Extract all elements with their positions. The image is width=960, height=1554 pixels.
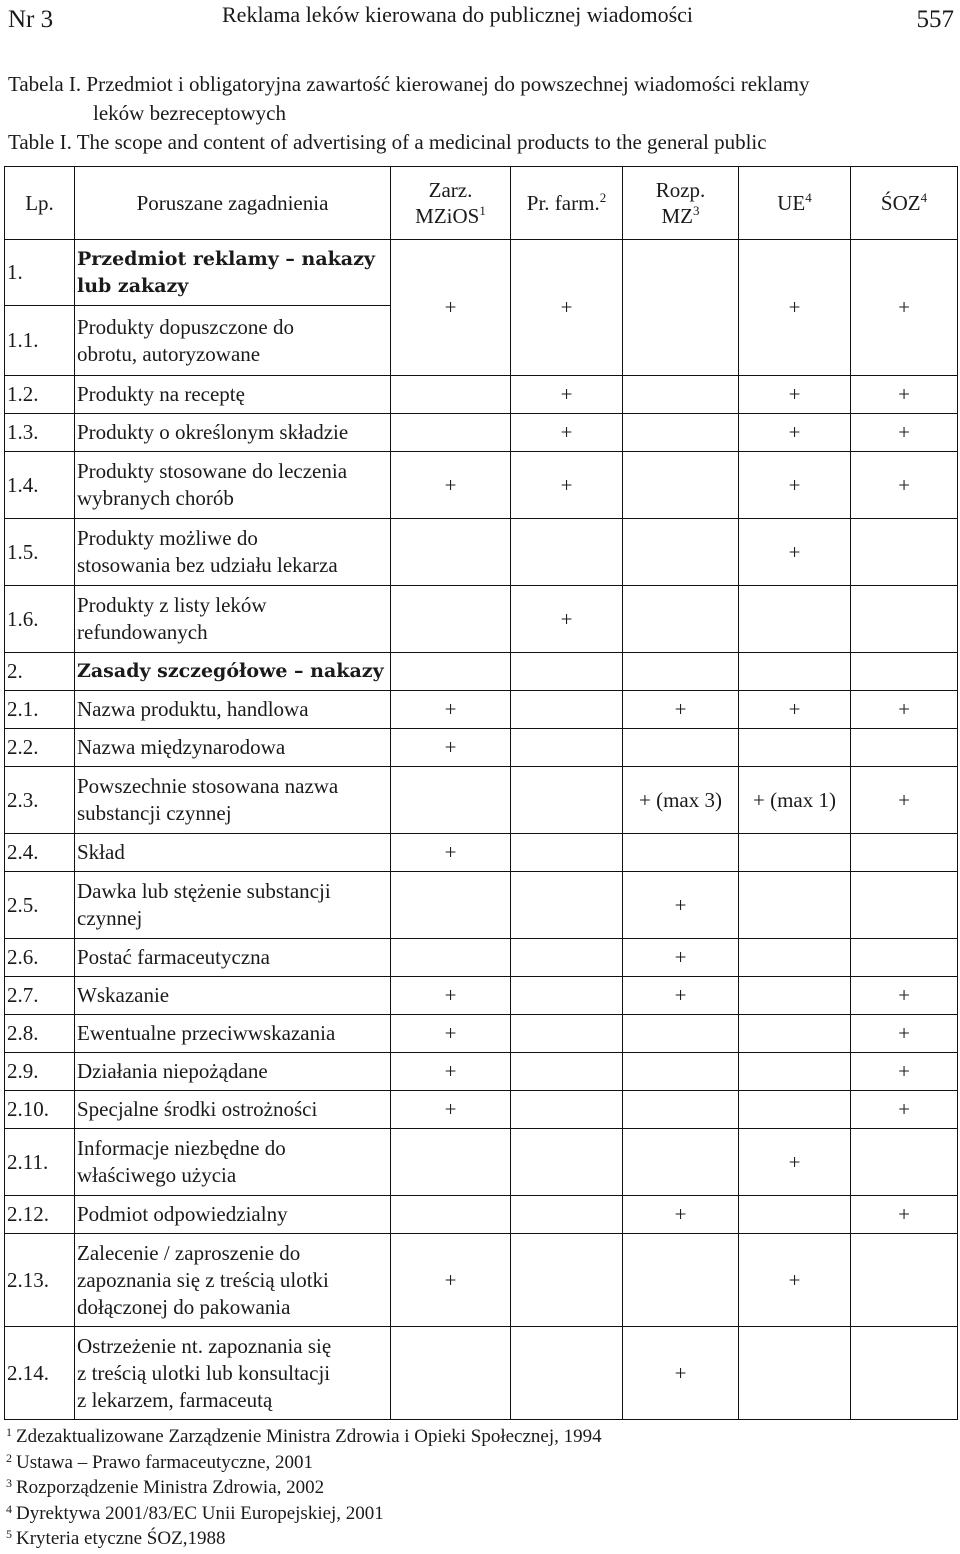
topic-line: wybranych chorób bbox=[77, 486, 234, 510]
cell-soz bbox=[851, 834, 958, 872]
cell-ue: + (max 1) bbox=[739, 767, 851, 834]
col-header-mzios bbox=[391, 167, 511, 240]
topic-line: Produkty z listy leków bbox=[77, 593, 267, 617]
cell-ue bbox=[739, 872, 851, 939]
cell-mzios: + bbox=[391, 452, 511, 519]
table-row bbox=[5, 767, 958, 834]
cell-prfarm bbox=[511, 1091, 623, 1129]
cell-mzios bbox=[391, 653, 511, 691]
row-topic: Podmiot odpowiedzialny bbox=[75, 1196, 391, 1234]
row-lp: 2.14. bbox=[5, 1327, 75, 1420]
row-topic bbox=[75, 306, 391, 376]
row-lp: 1.5. bbox=[5, 519, 75, 586]
col-header-prfarm-text: Pr. farm. bbox=[526, 191, 600, 215]
cell-mzios bbox=[391, 1129, 511, 1196]
table-row bbox=[5, 1015, 958, 1053]
cell-ue: + bbox=[739, 1234, 851, 1327]
col-header-soz-text: ŚOZ bbox=[880, 191, 921, 215]
col-header-mzios-sup: 1 bbox=[479, 203, 486, 218]
row-topic bbox=[75, 1327, 391, 1420]
footnote-number: 4 bbox=[6, 1501, 12, 1516]
cell-mzios bbox=[391, 519, 511, 586]
cell-rozp bbox=[623, 1015, 739, 1053]
table-row bbox=[5, 1091, 958, 1129]
row-lp: 2.5. bbox=[5, 872, 75, 939]
cell-mzios: + bbox=[391, 1091, 511, 1129]
row-lp: 2.11. bbox=[5, 1129, 75, 1196]
cell-soz: + bbox=[851, 452, 958, 519]
cell-rozp: + bbox=[623, 939, 739, 977]
cell-prfarm bbox=[511, 1129, 623, 1196]
cell-mzios bbox=[391, 1327, 511, 1420]
table-row bbox=[5, 1129, 958, 1196]
col-header-ue-text: UE bbox=[777, 191, 806, 215]
cell-prfarm bbox=[511, 519, 623, 586]
table-row bbox=[5, 1196, 958, 1234]
cell-rozp bbox=[623, 414, 739, 452]
cell-soz: + bbox=[851, 414, 958, 452]
cell-ue bbox=[739, 729, 851, 767]
cell-ue bbox=[739, 1091, 851, 1129]
row-topic: Działania niepożądane bbox=[75, 1053, 391, 1091]
footnotes bbox=[6, 1424, 602, 1552]
cell-mzios bbox=[391, 939, 511, 977]
topic-line: lub zakazy bbox=[77, 274, 189, 297]
cell-prfarm bbox=[511, 834, 623, 872]
table-row bbox=[5, 586, 958, 653]
table-row bbox=[5, 1053, 958, 1091]
cell-rozp: + bbox=[623, 1327, 739, 1420]
cell-ue bbox=[739, 586, 851, 653]
footnote-text: Dyrektywa 2001/83/EC Unii Europejskiej, 2001 bbox=[16, 1502, 384, 1524]
footnote-text: Kryteria etyczne ŚOZ,1988 bbox=[16, 1528, 226, 1549]
cell-ue: + bbox=[739, 240, 851, 376]
footnote-number: 5 bbox=[6, 1527, 12, 1541]
cell-rozp bbox=[623, 1129, 739, 1196]
footnote-2 bbox=[6, 1450, 602, 1476]
cell-ue bbox=[739, 653, 851, 691]
row-lp: 1.3. bbox=[5, 414, 75, 452]
table-row bbox=[5, 653, 958, 691]
cell-ue: + bbox=[739, 519, 851, 586]
cell-soz: + bbox=[851, 1015, 958, 1053]
row-lp: 2.8. bbox=[5, 1015, 75, 1053]
topic-line: dołączonej do pakowania bbox=[77, 1294, 291, 1319]
table-row bbox=[5, 1234, 958, 1327]
table-row bbox=[5, 872, 958, 939]
footnote-number: 1 bbox=[6, 1425, 12, 1439]
col-header-ue-sup: 4 bbox=[805, 190, 812, 205]
cell-soz bbox=[851, 653, 958, 691]
cell-prfarm bbox=[511, 872, 623, 939]
cell-rozp: + (max 3) bbox=[623, 767, 739, 834]
cell-prfarm: + bbox=[511, 586, 623, 653]
topic-line: zapoznania się z treścią ulotki bbox=[77, 1267, 329, 1292]
caption-en: Table I. The scope and content of advertising of a medicinal products to the general public bbox=[8, 130, 767, 154]
col-header-soz bbox=[851, 167, 958, 240]
cell-ue bbox=[739, 834, 851, 872]
topic-line: z lekarzem, farmaceutą bbox=[77, 1387, 273, 1412]
cell-soz bbox=[851, 519, 958, 586]
table-caption bbox=[8, 70, 953, 157]
cell-prfarm bbox=[511, 1015, 623, 1053]
row-lp: 2.4. bbox=[5, 834, 75, 872]
cell-mzios bbox=[391, 1196, 511, 1234]
row-lp: 2.2. bbox=[5, 729, 75, 767]
cell-rozp bbox=[623, 586, 739, 653]
cell-mzios bbox=[391, 872, 511, 939]
cell-mzios bbox=[391, 414, 511, 452]
col-header-lp: Lp. bbox=[5, 167, 75, 240]
row-topic: Postać farmaceutyczna bbox=[75, 939, 391, 977]
caption-pl-line1: Tabela I. Przedmiot i obligatoryjna zawartość kierowanej do powszechnej wiadomości reklamy bbox=[8, 72, 810, 96]
col-header-topic: Poruszane zagadnienia bbox=[75, 167, 391, 240]
footnote-number: 2 bbox=[6, 1450, 12, 1465]
topic-line: refundowanych bbox=[77, 620, 208, 644]
col-header-mzios-line2: MZiOS bbox=[415, 204, 480, 228]
table-row bbox=[5, 414, 958, 452]
cell-rozp: + bbox=[623, 872, 739, 939]
topic-line: Przedmiot reklamy – nakazy bbox=[77, 247, 375, 270]
row-topic: Specjalne środki ostrożności bbox=[75, 1091, 391, 1129]
cell-prfarm bbox=[511, 1234, 623, 1327]
row-lp: 1.1. bbox=[5, 306, 75, 376]
cell-prfarm bbox=[511, 767, 623, 834]
table-row bbox=[5, 376, 958, 414]
topic-line: obrotu, autoryzowane bbox=[77, 341, 261, 366]
cell-soz: + bbox=[851, 767, 958, 834]
caption-pl-line2: leków bezreceptowych bbox=[93, 101, 286, 125]
row-topic: Nazwa produktu, handlowa bbox=[75, 691, 391, 729]
col-header-prfarm bbox=[511, 167, 623, 240]
row-lp: 2.12. bbox=[5, 1196, 75, 1234]
cell-mzios: + bbox=[391, 1015, 511, 1053]
cell-ue bbox=[739, 1327, 851, 1420]
cell-rozp bbox=[623, 376, 739, 414]
row-topic: Zasady szczegółowe – nakazy bbox=[75, 653, 391, 691]
cell-mzios bbox=[391, 767, 511, 834]
topic-line: z treścią ulotki lub konsultacji bbox=[77, 1360, 331, 1385]
row-topic: Produkty na receptę bbox=[75, 376, 391, 414]
col-header-ue bbox=[739, 167, 851, 240]
table-row bbox=[5, 691, 958, 729]
topic-line: Produkty dopuszczone do bbox=[77, 314, 294, 339]
col-header-rozp-line1: Rozp. bbox=[655, 178, 706, 202]
topic-line: Produkty możliwe do bbox=[77, 526, 258, 550]
cell-prfarm bbox=[511, 939, 623, 977]
table-row bbox=[5, 977, 958, 1015]
row-topic: Nazwa międzynarodowa bbox=[75, 729, 391, 767]
table-row bbox=[5, 240, 958, 306]
cell-soz: + bbox=[851, 1053, 958, 1091]
footnote-1 bbox=[6, 1424, 602, 1450]
row-lp: 1.4. bbox=[5, 452, 75, 519]
cell-soz bbox=[851, 1234, 958, 1327]
cell-ue bbox=[739, 1196, 851, 1234]
cell-ue: + bbox=[739, 414, 851, 452]
issue-number: Nr 3 bbox=[8, 6, 54, 33]
row-lp: 2.9. bbox=[5, 1053, 75, 1091]
cell-rozp: + bbox=[623, 977, 739, 1015]
cell-rozp bbox=[623, 1234, 739, 1327]
cell-prfarm bbox=[511, 653, 623, 691]
footnote-number: 3 bbox=[6, 1476, 12, 1490]
table-row bbox=[5, 519, 958, 586]
cell-soz bbox=[851, 1327, 958, 1420]
cell-soz: + bbox=[851, 376, 958, 414]
cell-rozp bbox=[623, 240, 739, 376]
footnote-text: Zdezaktualizowane Zarządzenie Ministra Zdrowia i Opieki Społecznej, 1994 bbox=[16, 1426, 602, 1447]
cell-rozp bbox=[623, 452, 739, 519]
footnote-3 bbox=[6, 1475, 602, 1501]
cell-soz bbox=[851, 872, 958, 939]
table-row bbox=[5, 834, 958, 872]
cell-mzios: + bbox=[391, 1234, 511, 1327]
footnote-5 bbox=[6, 1526, 602, 1552]
topic-line: substancji czynnej bbox=[77, 801, 232, 825]
table-row bbox=[5, 939, 958, 977]
cell-soz bbox=[851, 586, 958, 653]
topic-line: właściwego użycia bbox=[77, 1163, 237, 1187]
row-topic: Wskazanie bbox=[75, 977, 391, 1015]
cell-mzios: + bbox=[391, 240, 511, 376]
footnote-4 bbox=[6, 1501, 602, 1527]
footnote-text: Ustawa – Prawo farmaceutyczne, 2001 bbox=[16, 1451, 314, 1473]
cell-soz: + bbox=[851, 691, 958, 729]
row-lp: 2.1. bbox=[5, 691, 75, 729]
row-topic: Ewentualne przeciwwskazania bbox=[75, 1015, 391, 1053]
cell-soz bbox=[851, 1129, 958, 1196]
row-topic bbox=[75, 1234, 391, 1327]
row-topic bbox=[75, 452, 391, 519]
cell-prfarm bbox=[511, 691, 623, 729]
running-title: Reklama leków kierowana do publicznej wiadomości bbox=[222, 2, 694, 27]
cell-rozp bbox=[623, 1053, 739, 1091]
page-number: 557 bbox=[916, 6, 954, 33]
cell-soz bbox=[851, 729, 958, 767]
row-topic bbox=[75, 872, 391, 939]
page-header bbox=[0, 0, 960, 42]
cell-soz: + bbox=[851, 1091, 958, 1129]
cell-prfarm: + bbox=[511, 414, 623, 452]
col-header-rozp-sup: 3 bbox=[693, 203, 700, 218]
cell-rozp bbox=[623, 729, 739, 767]
row-lp: 2. bbox=[5, 653, 75, 691]
col-header-rozp bbox=[623, 167, 739, 240]
col-header-mzios-line1: Zarz. bbox=[428, 178, 473, 202]
cell-mzios: + bbox=[391, 834, 511, 872]
cell-prfarm bbox=[511, 1196, 623, 1234]
cell-prfarm: + bbox=[511, 240, 623, 376]
cell-rozp bbox=[623, 653, 739, 691]
cell-ue bbox=[739, 939, 851, 977]
cell-mzios: + bbox=[391, 729, 511, 767]
col-header-prfarm-sup: 2 bbox=[599, 190, 607, 205]
cell-soz: + bbox=[851, 1196, 958, 1234]
row-lp: 2.6. bbox=[5, 939, 75, 977]
footnote-text: Rozporządzenie Ministra Zdrowia, 2002 bbox=[16, 1477, 325, 1498]
col-header-soz-sup: 4 bbox=[920, 190, 928, 205]
col-header-rozp-line2: MZ bbox=[661, 204, 693, 228]
table-row bbox=[5, 729, 958, 767]
row-lp: 1.6. bbox=[5, 586, 75, 653]
cell-rozp bbox=[623, 1091, 739, 1129]
cell-mzios: + bbox=[391, 977, 511, 1015]
topic-line: Powszechnie stosowana nazwa bbox=[77, 774, 339, 798]
topic-line: Informacje niezbędne do bbox=[77, 1136, 286, 1160]
cell-rozp: + bbox=[623, 691, 739, 729]
cell-ue: + bbox=[739, 691, 851, 729]
cell-mzios: + bbox=[391, 691, 511, 729]
cell-mzios bbox=[391, 376, 511, 414]
cell-prfarm bbox=[511, 977, 623, 1015]
cell-mzios bbox=[391, 586, 511, 653]
topic-line: Produkty stosowane do leczenia bbox=[77, 459, 348, 483]
topic-line: stosowania bez udziału lekarza bbox=[77, 553, 338, 577]
cell-prfarm bbox=[511, 729, 623, 767]
row-lp: 2.13. bbox=[5, 1234, 75, 1327]
cell-ue bbox=[739, 1015, 851, 1053]
cell-ue: + bbox=[739, 1129, 851, 1196]
row-lp: 2.3. bbox=[5, 767, 75, 834]
row-lp: 2.10. bbox=[5, 1091, 75, 1129]
row-topic bbox=[75, 1129, 391, 1196]
cell-prfarm bbox=[511, 1327, 623, 1420]
row-topic bbox=[75, 586, 391, 653]
cell-prfarm bbox=[511, 1053, 623, 1091]
row-topic: Skład bbox=[75, 834, 391, 872]
cell-rozp bbox=[623, 834, 739, 872]
topic-line: Zalecenie / zaproszenie do bbox=[77, 1240, 301, 1265]
cell-soz: + bbox=[851, 240, 958, 376]
topic-line: czynnej bbox=[77, 906, 143, 930]
cell-ue bbox=[739, 1053, 851, 1091]
cell-rozp bbox=[623, 519, 739, 586]
cell-prfarm: + bbox=[511, 376, 623, 414]
row-lp: 1.2. bbox=[5, 376, 75, 414]
row-lp: 1. bbox=[5, 240, 75, 306]
cell-rozp: + bbox=[623, 1196, 739, 1234]
cell-soz bbox=[851, 939, 958, 977]
cell-mzios: + bbox=[391, 1053, 511, 1091]
advertising-content-table bbox=[4, 166, 958, 1420]
table-row bbox=[5, 452, 958, 519]
cell-soz: + bbox=[851, 977, 958, 1015]
row-topic: Produkty o określonym składzie bbox=[75, 414, 391, 452]
table-header-row bbox=[5, 167, 958, 240]
topic-line: Ostrzeżenie nt. zapoznania się bbox=[77, 1333, 332, 1358]
cell-prfarm: + bbox=[511, 452, 623, 519]
table-row bbox=[5, 1327, 958, 1420]
row-topic bbox=[75, 519, 391, 586]
cell-ue bbox=[739, 977, 851, 1015]
row-topic bbox=[75, 767, 391, 834]
row-topic bbox=[75, 240, 391, 306]
row-lp: 2.7. bbox=[5, 977, 75, 1015]
cell-ue: + bbox=[739, 376, 851, 414]
topic-line: Dawka lub stężenie substancji bbox=[77, 879, 331, 903]
cell-ue: + bbox=[739, 452, 851, 519]
